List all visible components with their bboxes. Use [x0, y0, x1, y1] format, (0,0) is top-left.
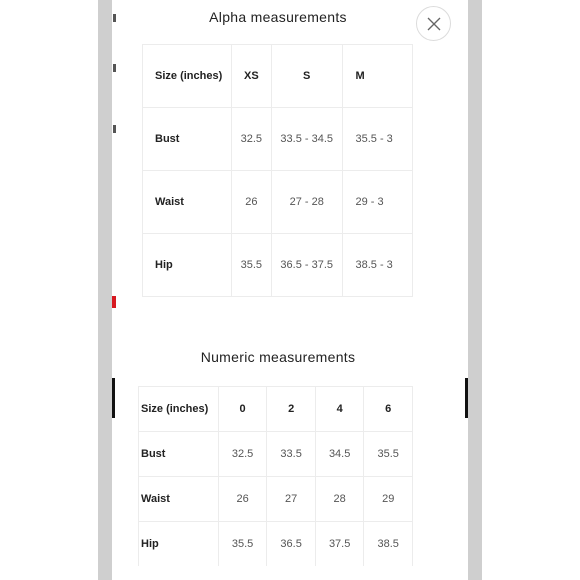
column-header: M [342, 45, 413, 108]
size-chart-modal [120, 0, 465, 580]
background-text-fragment [113, 14, 116, 22]
alpha-measurements-title: Alpha measurements [209, 9, 347, 25]
row-label: Hip [143, 234, 232, 297]
table-row [143, 108, 413, 171]
table-cell: 35.5 [364, 432, 413, 477]
background-text-fragment [113, 64, 116, 72]
column-header: Size (inches) [143, 45, 232, 108]
row-label: Waist [143, 171, 232, 234]
table-cell: 35.5 [231, 234, 271, 297]
table-cell: 32.5 [218, 432, 267, 477]
table-cell: 27 [267, 477, 316, 522]
column-header: 0 [218, 387, 267, 432]
table-header-row [143, 45, 413, 108]
table-cell: 32.5 [231, 108, 271, 171]
column-header: 6 [364, 387, 413, 432]
column-header: 2 [267, 387, 316, 432]
backdrop-right [468, 0, 482, 580]
table-cell: 27 - 28 [271, 171, 342, 234]
column-header: 4 [315, 387, 364, 432]
column-header: Size (inches) [139, 387, 219, 432]
close-button[interactable] [416, 6, 451, 41]
table-cell: 36.5 - 37.5 [271, 234, 342, 297]
table-cell: 34.5 [315, 432, 364, 477]
row-label: Waist [139, 477, 219, 522]
row-label: Bust [139, 432, 219, 477]
table-cell: 38.5 - 3 [342, 234, 413, 297]
numeric-measurements-title: Numeric measurements [200, 349, 356, 365]
background-text-fragment [113, 125, 116, 133]
column-header: XS [231, 45, 271, 108]
table-row [139, 432, 413, 477]
numeric-size-table [138, 386, 413, 566]
background-page [112, 0, 120, 580]
table-cell: 35.5 [218, 522, 267, 567]
column-header: S [271, 45, 342, 108]
row-label: Bust [143, 108, 232, 171]
table-row [139, 477, 413, 522]
table-cell: 38.5 [364, 522, 413, 567]
background-bar-left [112, 378, 115, 418]
table-cell: 33.5 [267, 432, 316, 477]
background-accent [112, 296, 116, 308]
alpha-size-table [142, 44, 413, 297]
table-cell: 29 [364, 477, 413, 522]
table-cell: 26 [231, 171, 271, 234]
close-icon [427, 17, 441, 31]
table-cell: 36.5 [267, 522, 316, 567]
table-cell: 29 - 3 [342, 171, 413, 234]
table-cell: 26 [218, 477, 267, 522]
alpha-table-scroll[interactable] [142, 44, 413, 298]
table-cell: 37.5 [315, 522, 364, 567]
table-cell: 28 [315, 477, 364, 522]
table-cell: 35.5 - 3 [342, 108, 413, 171]
numeric-table-scroll[interactable] [138, 386, 413, 566]
table-row [143, 171, 413, 234]
row-label: Hip [139, 522, 219, 567]
table-header-row [139, 387, 413, 432]
background-bar-right [465, 378, 468, 418]
backdrop-left [98, 0, 112, 580]
table-row [139, 522, 413, 567]
table-cell: 33.5 - 34.5 [271, 108, 342, 171]
table-row [143, 234, 413, 297]
